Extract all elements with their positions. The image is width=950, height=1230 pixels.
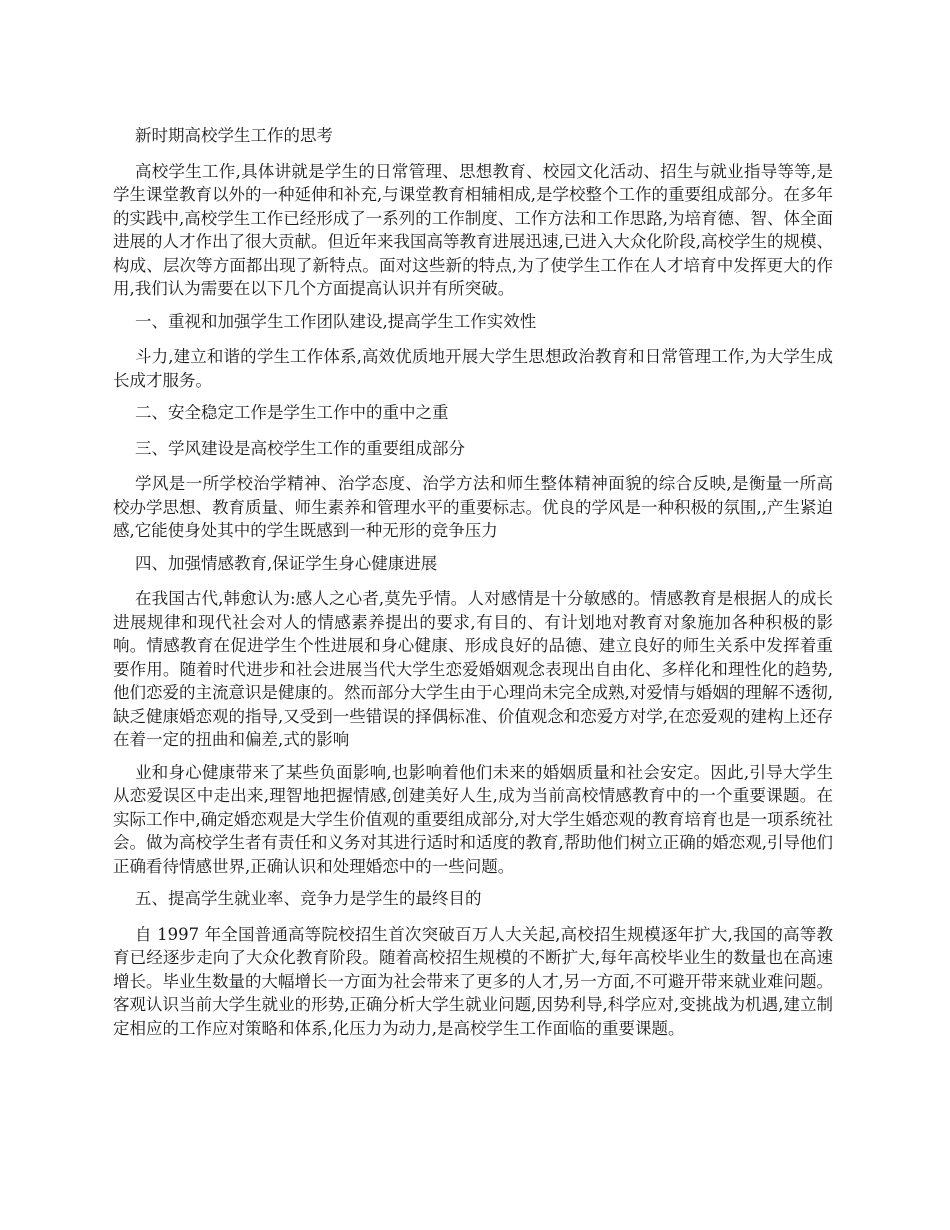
section-4-paragraph-2: 业和身心健康带来了某些负面影响,也影响着他们未来的婚姻质量和社会安定。因此,引导大学生从恋爱误区中走出来,理智地把握情感,创建美好人生,成为当前高校情感教育中的一个重要课题。在实际工作中,确定婚恋观是大学生价值观的重要组成部分,对大学生婚恋观的教育培育也是一项系统社会。做为高校学生者有责任和义务对其进行适时和适度的教育,帮助他们树立正确的婚恋观,引导他们正确看待情感世界,正确认识和处理婚恋中的一些问题。 [113,762,833,876]
section-4-paragraph-1: 在我国古代,韩愈认为:感人之心者,莫先乎情。人对感情是十分敏感的。情感教育是根据人的成长进展规律和现代社会对人的情感素养提出的要求,有目的、有计划地对教育对象施加各种积极的影响。情感教育在促进学生个性进展和身心健康、形成良好的品德、建立良好的师生关系中发挥着重要作用。随着时代进步和社会进展当代大学生恋爱婚姻观念表现出自由化、多样化和理性化的趋势,他们恋爱的主流意识是健康的。然而部分大学生由于心理尚未完全成熟,对爱情与婚姻的理解不透彻,缺乏健康婚恋观的指导,又受到一些错误的择偶标准、价值观念和恋爱方对学,在恋爱观的建构上还存在着一定的扭曲和偏差,式的影响 [113,589,833,749]
intro-paragraph: 高校学生工作,具体讲就是学生的日常管理、思想教育、校园文化活动、招生与就业指导等等,是学生课堂教育以外的一种延伸和补充,与课堂教育相辅相成,是学校整个工作的重要组成部分。在多年的实践中,高校学生工作已经形成了一系列的工作制度、工作方法和工作思路,为培育德、智、体全面进展的人才作出了很大贡献。但近年来我国高等教育进展迅速,已进入大众化阶段,高校学生的规模、构成、层次等方面都出现了新特点。面对这些新的特点,为了使学生工作在人才培育中发挥更大的作用,我们认为需要在以下几个方面提高认识并有所突破。 [113,161,833,298]
document-page [113,124,833,1049]
section-heading-3: 三、学风建设是高校学生工作的重要组成部分 [135,438,465,458]
section-heading-2: 二、安全稳定工作是学生工作中的重中之重 [135,403,449,422]
section-3-paragraph: 学风是一所学校治学精神、治学态度、治学方法和师生整体精神面貌的综合反映,是衡量一所高校办学思想、教育质量、师生素养和管理水平的重要标志。优良的学风是一种积极的氛围,,产生紧迫感,它能使身处其中的学生既感到一种无形的竞争压力 [113,474,833,540]
document-title: 新时期高校学生工作的思考 [135,126,333,145]
section-heading-4: 四、加强情感教育,保证学生身心健康进展 [135,553,438,573]
section-heading-5: 五、提高学生就业率、竞争力是学生的最终目的 [135,889,482,908]
section-5-paragraph: 自 1997 年全国普通高等院校招生首次突破百万人大关起,高校招生规模逐年扩大,我国的高等教育已经逐步走向了大众化教育阶段。随着高校招生规模的不断扩大,每年高校毕业生的数量也在高速增长。毕业生数量的大幅增长一方面为社会带来了更多的人才,另一方面,不可避开带来就业难问题。客观认识当前大学生就业的形势,正确分析大学生就业问题,因势利导,科学应对,变挑战为机遇,建立制定相应的工作应对策略和体系,化压力为动力,是高校学生工作面临的重要课题。 [113,924,833,1038]
section-1-paragraph: 斗力,建立和谐的学生工作体系,高效优质地开展大学生思想政治教育和日常管理工作,为大学生成长成才服务。 [113,347,833,390]
section-heading-1: 一、重视和加强学生工作团队建设,提高学生工作实效性 [135,311,537,331]
